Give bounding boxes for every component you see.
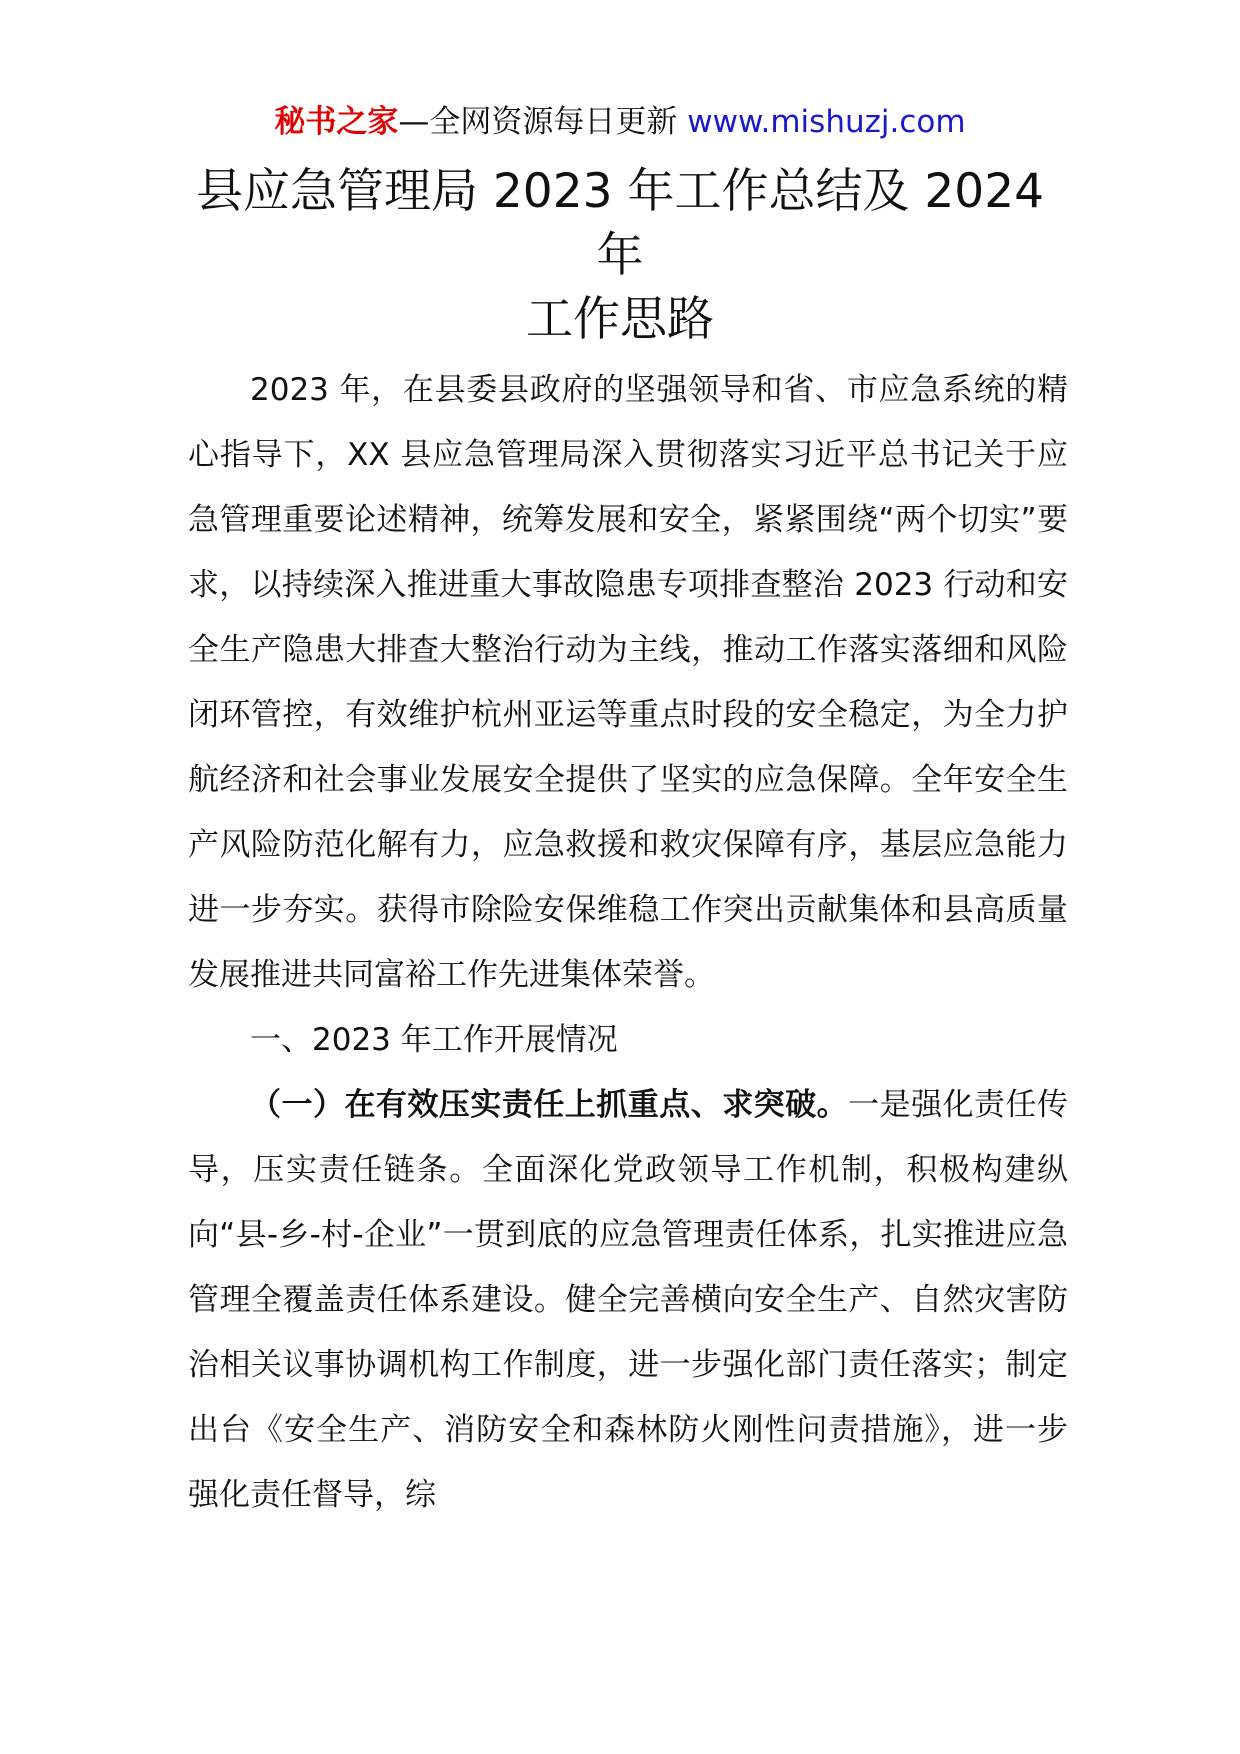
intro-paragraph: 2023 年，在县委县政府的坚强领导和省、市应急系统的精心指导下，XX 县应急管理局深入贯彻落实习近平总书记关于应急管理重要论述精神，统筹发展和安全，紧紧围绕“两个切实”要求，以持续深入推进重大事故隐患专项排查整治 2023 行动和安全生产隐患大排查大整治行动为主线，推动工作落实落细和风险闭环管控，有效维护杭州亚运等重点时段的安全稳定，为全力护航经济和社会事业发展安全提供了坚实的应急保障。全年安全生产风险防范化解有力，应急救援和救灾保障有序，基层应急能力进一步夯实。获得市除险安保维稳工作突出贡献集体和县高质量发展推进共同富裕工作先进集体荣誉。: [188, 372, 1068, 993]
subsection-text: 一是强化责任传导，压实责任链条。全面深化党政领导工作机制，积极构建纵向“县-乡-村-企业”一贯到底的应急管理责任体系，扎实推进应急管理全覆盖责任体系建设。健全完善横向安全生产、自然灾害防治相关议事协调机构工作制度，进一步强化部门责任落实；制定出台《安全生产、消防安全和森林防火刚性问责措施》，进一步强化责任督导，综: [188, 1087, 1069, 1513]
brand-name: 秘书之家: [274, 104, 399, 140]
document-body: [188, 358, 1068, 1528]
subsection-heading: （一）在有效压实责任上抓重点、求突破。: [250, 1087, 849, 1123]
document-title: [0, 160, 1240, 352]
title-line-1: 县应急管理局 2023 年工作总结及 2024: [195, 164, 1045, 219]
title-line-2: 年: [596, 228, 644, 283]
section-heading: 一、2023 年工作开展情况: [250, 1022, 618, 1058]
title-line-3: 工作思路: [526, 292, 714, 347]
site-header: [0, 100, 1240, 144]
subsection-paragraph: [188, 1073, 1068, 1528]
site-url-link[interactable]: www.mishuzj.com: [687, 104, 966, 140]
site-slogan: —全网资源每日更新: [398, 104, 688, 140]
